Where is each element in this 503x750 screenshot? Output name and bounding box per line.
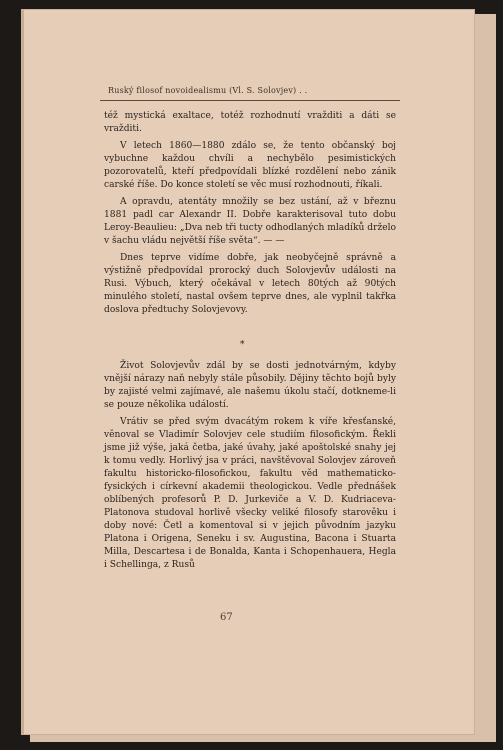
paragraph: Život Solovjevův zdál by se dosti jednotvárným, kdyby vnější nárazy naň nebyly stále působily. Dějiny těchto bojů byly by zajisté velmi zajímavé, ale našemu úkolu stačí, dotkneme-li se pouze několika událostí. <box>104 361 396 410</box>
paragraph: Vrátiv se před svým dvacátým rokem k víře křesťanské, věnoval se Vladimír Solovjev cele studiím filosofickým. Řekli jsme již výše, jaká četba, jaké úvahy, jaké apoštolské snahy jej k tomu vedly. Horlivý jsa v práci, navštěvoval Solovjev zároveň fakultu historicko-filosofickou, fakultu věd mathematicko-fysických i církevní akademii theologickou. Vedle přednášek oblíbených profesorů P. D. Jurkeviče a V. D. Kudriaceva-Platonova studoval horlivě všecky veliké filosofy starověku i doby nové: Četl a komentoval si v jejich původním jazyku Platona i Origena, Seneku i sv. Augustina, Bacona i Stuarta Milla, Descartesa i de Bonalda, Kanta i Schopenhauera, Hegla i Schellinga, z Rusů <box>104 417 396 570</box>
running-header: Ruský filosof novoidealismu (Vl. S. Solovjev) . . <box>108 86 308 95</box>
paragraph: Dnes teprve vidíme dobře, jak neobyčejně správně a výstižně předpovídal prorocký duch Solovjevův události na Rusi. Výbuch, který očekával v letech 80tých až 90tých minulého století, nastal ovšem teprve dnes, ale vyplnil takřka doslova předtuchy Solovjevovy. <box>104 253 396 315</box>
body-text-top <box>104 110 396 321</box>
page-number: 67 <box>220 612 233 623</box>
paragraph: též mystická exaltace, totéž rozhodnutí vražditi a dáti se vražditi. <box>104 111 396 134</box>
paragraph: V letech 1860—1880 zdálo se, že tento občanský boj vybuchne každou chvíli a nechybělo pesimistických pozorovatelů, kteří předpovídali blízké rozdělení nebo zánik carské říše. Do konce století se věc musí rozhodnouti, říkali. <box>104 141 396 190</box>
paragraph: A opravdu, atentáty množily se bez ustání, až v březnu 1881 padl car Alexandr II. Dobře karakterisoval tuto dobu Leroy-Beaulieu: „Dva neb tři tucty odhodlaných mladíků drželo v šachu vládu největší říše světa“. — — <box>104 197 396 246</box>
section-separator: * <box>240 340 245 350</box>
header-rule <box>100 100 400 101</box>
body-text-bottom <box>104 360 396 576</box>
